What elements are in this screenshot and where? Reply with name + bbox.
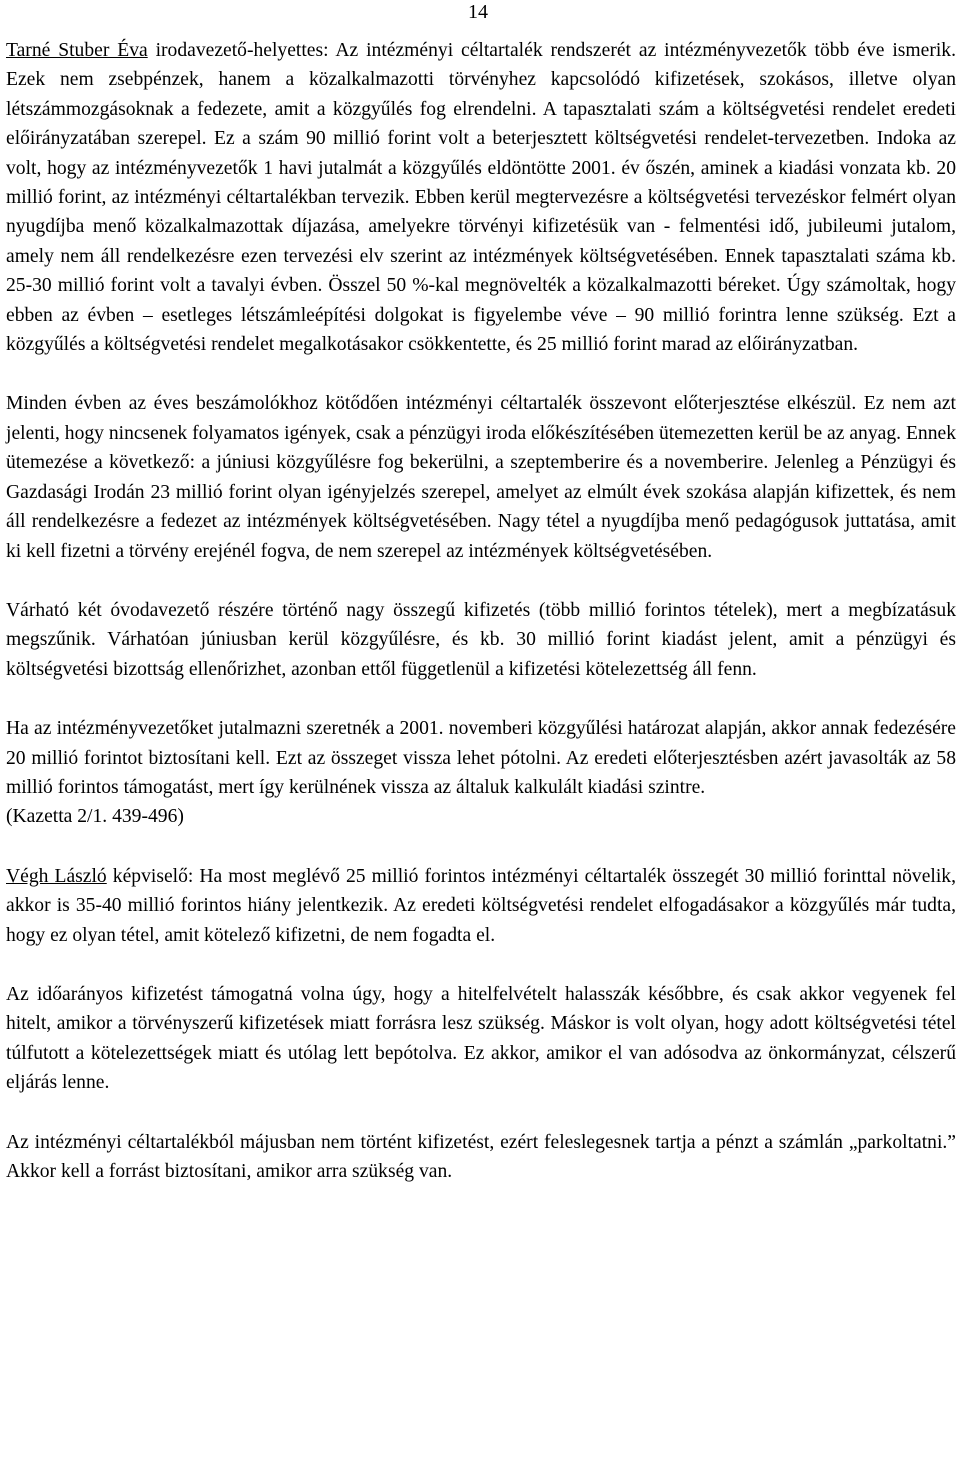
- paragraph-tarne-stuber: [6, 36, 956, 359]
- paragraph-idoaranyos: Az időarányos kifizetést támogatná volna úgy, hogy a hitelfelvételt halasszák későbbre, és csak akkor vegyenek fel hitelt, amikor a törvényszerű kifizetések miatt forrásra lesz szükség. Máskor is volt olyan, hogy adott költségvetési tétel túlfutott a kötelezettségek miatt és utólag lett bepótolva. Ez akkor, amikor el van adósodva az önkormányzat, célszerű eljárás lenne.: [6, 983, 956, 1094]
- paragraph-majus: Az intézményi céltartalékból májusban nem történt kifizetést, ezért feleslegesnek tartja a pénzt a számlán „parkoltatni.” Akkor kell a forrást biztosítani, amikor arra szükség van.: [6, 1131, 956, 1182]
- page-number: 14: [468, 1, 488, 23]
- speaker-name: Végh László: [6, 865, 107, 887]
- paragraph-celtartalek: Minden évben az éves beszámolókhoz kötődően intézményi céltartalék összevont előterjesztése elkészül. Ez nem azt jelenti, hogy nincsenek folyamatos igények, csak a pénzügyi iroda előkészítésében ütemezetten kerül be az anyag. Ennek ütemezése a következő: a júniusi közgyűlésre fog bekerülni, a szeptemberire és a novemberire. Jelenleg a Pénzügyi és Gazdasági Irodán 23 millió forint olyan igényjelzés szerepel, amelyet az elmúlt évek szokása alapján kifizettek, és nem áll rendelkezésre a fedezet az intézmények költségvetésében. Nagy tétel a nyugdíjba menő pedagógusok juttatása, amit ki kell fizetni a törvény erejénél fogva, de nem szerepel az intézmények költségvetésében.: [6, 393, 956, 562]
- paragraph-text: irodavezető-helyettes: Az intézményi céltartalék rendszerét az intézményvezetők több éve ismerik. Ezek nem zsebpénzek, hanem a közalkalmazotti törvényhez kapcsolódó kifizetések, szokásos, illetve olyan létszámmozgásoknak a fedezete, amit a közgyűlés fog elrendelni. A tapasztalati szám a költségvetési rendelet eredeti előirányzatában szerepel. Ez a szám 90 millió forint volt a beterjesztett költségvetési rendelet-tervezetben. Indoka az volt, hogy az intézményvezetők 1 havi jutalmát a közgyűlés eldöntötte 2001. év őszén, aminek a kiadási vonzata kb. 20 millió forint, az intézményi céltartalékban tervezik. Ebben kerül megtervezésre a költségvetési tervezéskor felmért olyan nyugdíjba menő közalkalmazottak díjazása, amelyekre törvényi kifizetésük van - felmentési idő, jubileumi jutalom, amely nem áll rendelkezésre ezen tervezési elv szerint az intézmények költségvetésében. Ennek tapasztalati száma kb. 25-30 millió forint volt a tavalyi évben. Összel 50 %-kal megnövelték a közalkalmazotti béreket. Úgy számoltak, hogy ebben az évben – esetleges létszámleépítési dolgokat is figyelembe véve – 90 millió forintra lenne szükség. Ezt a közgyűlés a költségvetési rendelet megalkotásakor csökkentette, és 25 millió forint marad az előirányzatban.: [6, 40, 957, 356]
- speaker-name: Tarné Stuber Éva: [6, 40, 148, 61]
- paragraph-text: képviselő: Ha most meglévő 25 millió forintos intézményi céltartalék összegét 30 millió forinttal növelik, akkor is 35-40 millió forintos hiány jelentkezik. Az eredeti költségvetési rendelet elfogadásakor a közgyűlés már tudta, hogy ez olyan tétel, amit kötelező kifizetni, de nem fogadta el.: [6, 865, 956, 946]
- paragraph-ovodavezeto: Várható két óvodavezető részére történő nagy összegű kifizetés (több millió forintos tételek), mert a megbízatásuk megszűnik. Várhatóan júniusban kerül közgyűlésre, és kb. 30 millió forint kiadást jelent, amit a pénzügyi és költségvetési bizottság ellenőrizhet, azonban ettől függetlenül a kifizetési kötelezettség áll fenn.: [6, 599, 956, 680]
- tape-reference: (Kazetta 2/1. 439-496): [6, 806, 184, 828]
- paragraph-jutalmazas: Ha az intézményvezetőket jutalmazni szeretnék a 2001. novemberi közgyűlési határozat alapján, akkor annak fedezésére 20 millió forintot biztosítani kell. Ezt az összeget vissza lehet pótolni. Az eredeti előterjesztésben azért javasolták az 58 millió forintos támogatást, mert így kerülnének vissza az általuk kalkulált kiadási szintre.: [6, 718, 956, 798]
- paragraph-vegh-laszlo: [6, 862, 956, 950]
- document-body: [6, 36, 956, 1216]
